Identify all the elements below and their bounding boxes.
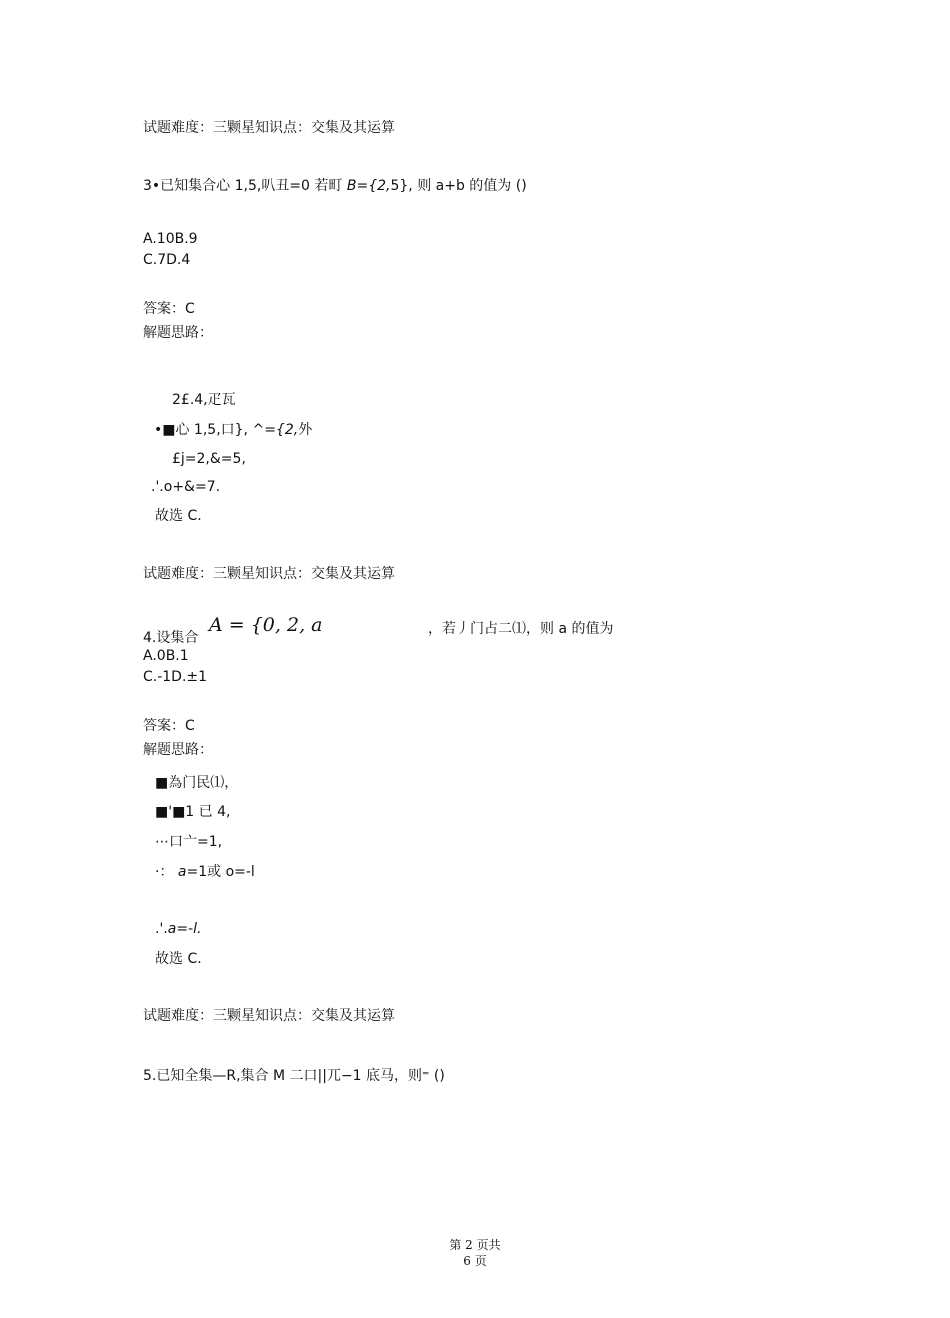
question-3-stem <box>143 177 527 195</box>
question-3-stem-b: 5}, 则 a+b 的值为 () <box>390 178 527 194</box>
question-3-work-line-text: •■心 1,5,口}, <box>154 422 253 438</box>
question-3-work-tail: 外 <box>298 422 313 438</box>
difficulty-meta: 试题难度：三颗星知识点：交集及其运算 <box>143 120 395 136</box>
question-3-work-line <box>154 421 312 439</box>
question-4-work-4-italic: a= <box>177 864 199 880</box>
question-4-work-4-suffix: 1或 o=-l <box>198 864 255 880</box>
question-3-options-ab: A.10B.9 <box>143 231 198 247</box>
page-footer-line-2: 6 页 <box>463 1254 487 1268</box>
question-5-stem: 5.已知全集—R,集合 M 二口||兀−1 底马，则⁼ () <box>143 1068 445 1084</box>
question-4-conclusion: 故选 C. <box>155 951 202 967</box>
set-a-formula <box>209 612 322 638</box>
question-4-options-ab: A.0B.1 <box>143 648 189 664</box>
question-3-options-cd: C.7D.4 <box>143 252 191 268</box>
question-3-work-line: £j=2,&=5, <box>172 451 246 467</box>
question-4-stem-suffix: ，若丿门占二⑴，则 a 的值为 <box>428 621 614 637</box>
question-4-work-5-italic: a=-l. <box>167 921 202 937</box>
question-4-work-line: ■'■1 已 4, <box>155 804 231 820</box>
question-3-work-line: 2£.4,疋瓦 <box>172 392 236 408</box>
question-4-stem-prefix: 4.设集合 <box>143 630 199 646</box>
page-footer-line-1: 第 2 页共 <box>449 1238 501 1252</box>
question-4-work-line <box>155 863 255 881</box>
question-3-stem-a: 3•已知集合心 1,5,叭丑=0 若町 <box>143 178 347 194</box>
question-4-options-cd: C.-1D.±1 <box>143 669 208 685</box>
question-4-work-line <box>155 920 201 938</box>
question-4-answer: 答案：C <box>143 718 195 734</box>
difficulty-meta: 试题难度：三颗星知识点：交集及其运算 <box>143 566 395 582</box>
question-4-work-4-prefix: ·： <box>155 864 174 880</box>
question-4-work-line: ⋯口亠=1, <box>155 834 223 850</box>
question-3-stem-italic: B={2, <box>346 178 391 194</box>
question-3-conclusion: 故选 C. <box>155 508 202 524</box>
question-4-work-line: ■為门民⑴， <box>155 775 239 791</box>
question-4-work-5-prefix: .'. <box>155 921 168 937</box>
question-3-analysis-label: 解题思路： <box>143 325 213 341</box>
question-4-analysis-label: 解题思路： <box>143 742 213 758</box>
question-3-work-line: .'.o+&=7. <box>151 479 221 495</box>
question-3-answer: 答案：C <box>143 301 195 317</box>
set-a-formula-text: A = {0, 2, a <box>209 614 323 636</box>
difficulty-meta: 试题难度：三颗星知识点：交集及其运算 <box>143 1008 395 1024</box>
question-3-work-italic: ^={2, <box>252 422 299 438</box>
